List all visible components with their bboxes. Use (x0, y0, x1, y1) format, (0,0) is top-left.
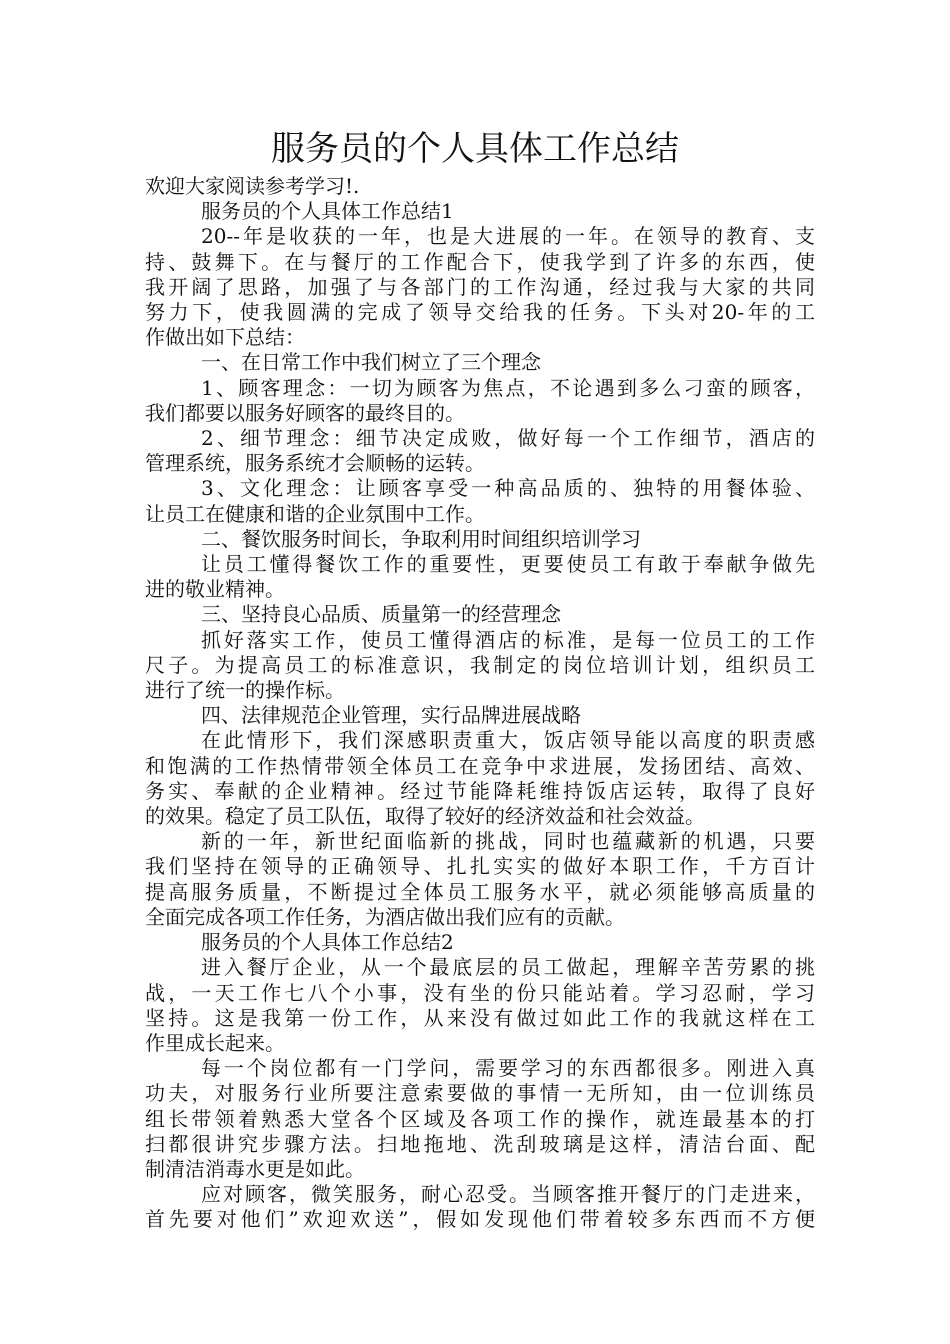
text-line: 持、鼓舞下。在与餐厅的工作配合下，使我学到了许多的东西，使 (145, 249, 815, 274)
text-line: 我开阔了思路，加强了与各部门的工作沟通，经过我与大家的共同 (145, 274, 815, 299)
text-line: 让员工懂得餐饮工作的重要性，更要使员工有敢于奉献争做先 (201, 552, 815, 577)
text-line: 我们都要以服务好顾客的最终目的。 (145, 400, 465, 425)
text-line: 和饱满的工作热情带领全体员工在竞争中求进展，发扬团结、高效、 (145, 753, 815, 778)
text-line: 全面完成各项工作任务，为酒店做出我们应有的贡献。 (145, 904, 625, 929)
text-line: 功夫，对服务行业所要注意索要做的事情一无所知，由一位训练员 (145, 1081, 815, 1106)
text-line: 二、餐饮服务时间长，争取利用时间组织培训学习 (201, 526, 641, 551)
text-line: 抓好落实工作，使员工懂得酒店的标准，是每一位员工的工作 (201, 627, 815, 652)
text-line: 扫都很讲究步骤方法。扫地拖地、洗刮玻璃是这样，清洁台面、配 (145, 1131, 815, 1156)
text-line: 1、顾客理念：一切为顾客为焦点，不论遇到多么刁蛮的顾客， (201, 375, 815, 400)
text-line: 新的一年，新世纪面临新的挑战，同时也蕴藏新的机遇，只要 (201, 829, 815, 854)
text-line: 三、坚持良心品质、质量第一的经营理念 (201, 602, 561, 627)
text-line: 作里成长起来。 (145, 1030, 285, 1055)
text-line: 进入餐厅企业，从一个最底层的员工做起，理解辛苦劳累的挑 (201, 955, 815, 980)
text-line: 3、文化理念：让顾客享受一种高品质的、独特的用餐体验、 (201, 476, 815, 501)
text-line: 一、在日常工作中我们树立了三个理念 (201, 350, 541, 375)
text-line: 四、法律规范企业管理，实行品牌进展战略 (201, 703, 581, 728)
text-line: 首先要对他们”欢迎欢送”，假如发现他们带着较多东西而不方便 (145, 1207, 815, 1232)
text-line: 进行了统一的操作标。 (145, 678, 345, 703)
text-line: 务实、奉献的企业精神。经过节能降耗维持饭店运转，取得了良好 (145, 778, 815, 803)
text-line: 让员工在健康和谐的企业氛围中工作。 (145, 501, 485, 526)
text-line: 努力下，使我圆满的完成了领导交给我的任务。下头对20-年的工 (145, 300, 815, 325)
text-line: 作做出如下总结： (145, 325, 305, 350)
text-line: 每一个岗位都有一门学问，需要学习的东西都很多。刚进入真 (201, 1056, 815, 1081)
text-line: 坚持。这是我第一份工作，从来没有做过如此工作的我就这样在工 (145, 1005, 815, 1030)
text-line: 2、细节理念：细节决定成败，做好每一个工作细节，酒店的 (201, 426, 815, 451)
text-line: 服务员的个人具体工作总结1 (201, 199, 454, 224)
text-line: 应对顾客，微笑服务，耐心忍受。当顾客推开餐厅的门走进来， (201, 1182, 815, 1207)
text-line: 组长带领着熟悉大堂各个区域及各项工作的操作，就连最基本的打 (145, 1106, 815, 1131)
text-line: 尺子。为提高员工的标准意识，我制定的岗位培训计划，组织员工 (145, 652, 815, 677)
text-line: 在此情形下，我们深感职责重大，饭店领导能以高度的职责感 (201, 728, 815, 753)
text-line: 进的敬业精神。 (145, 577, 285, 602)
text-line: 20--年是收获的一年，也是大进展的一年。在领导的教育、支 (201, 224, 815, 249)
document-title: 服务员的个人具体工作总结 (271, 129, 679, 169)
text-line: 欢迎大家阅读参考学习!. (145, 174, 360, 198)
text-line: 提高服务质量，不断提过全体员工服务水平，就必须能够高质量的 (145, 879, 815, 904)
document-body (145, 174, 815, 1233)
text-line: 战，一天工作七八个小事，没有坐的份只能站着。学习忍耐，学习 (145, 980, 815, 1005)
text-line: 服务员的个人具体工作总结2 (201, 930, 454, 955)
text-line: 的效果。稳定了员工队伍，取得了较好的经济效益和社会效益。 (145, 804, 705, 829)
text-line: 制清洁消毒水更是如此。 (145, 1156, 365, 1181)
text-line: 我们坚持在领导的正确领导、扎扎实实的做好本职工作，千方百计 (145, 854, 815, 879)
text-line: 管理系统，服务系统才会顺畅的运转。 (145, 451, 485, 476)
